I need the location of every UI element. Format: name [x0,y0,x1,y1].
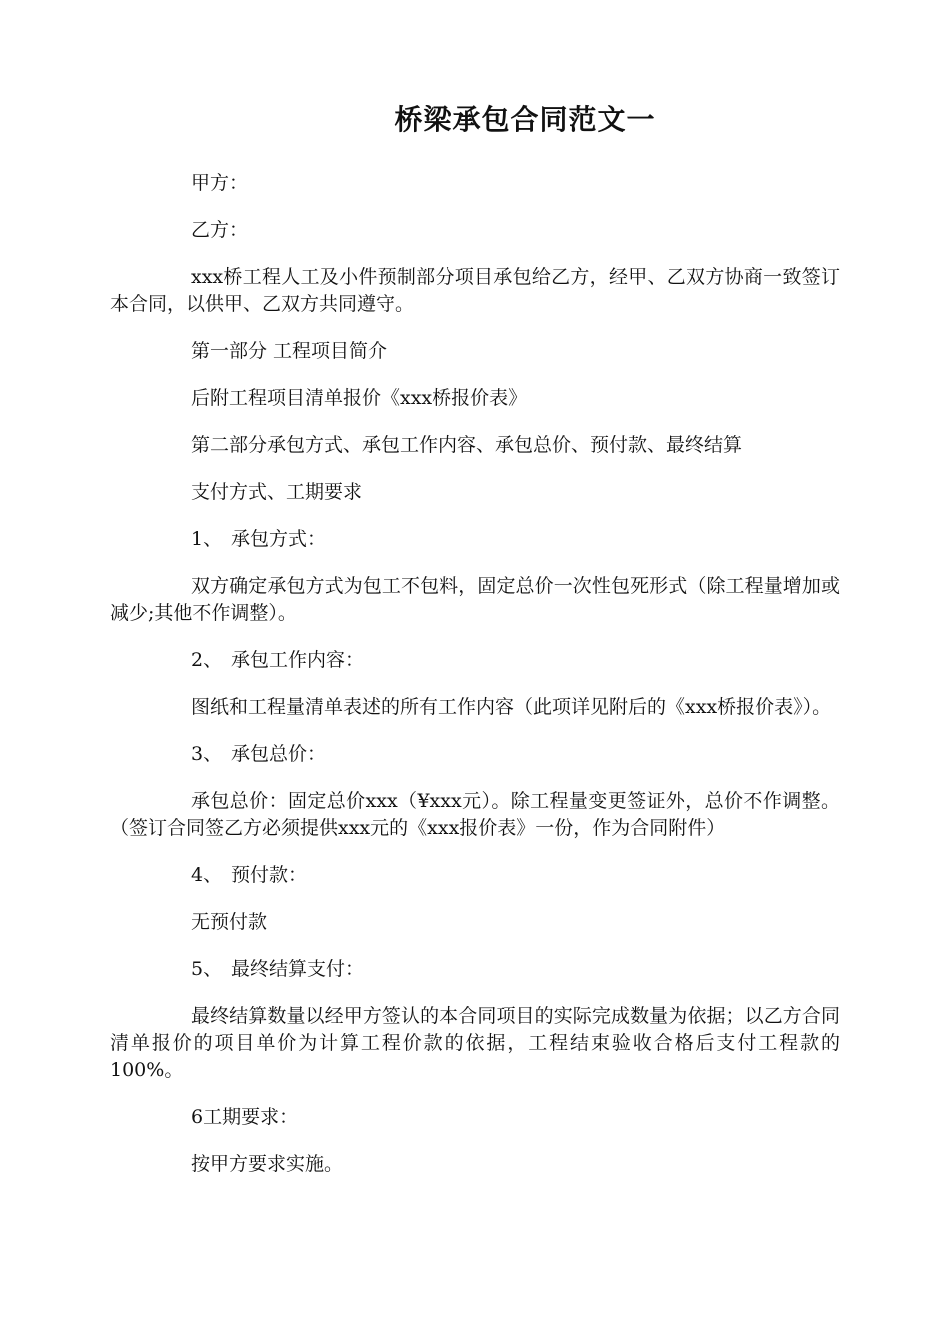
section-5-title: 最终结算支付： [231,958,365,980]
part1-heading: 第一部分 工程项目简介 [191,340,388,362]
section-2-number: 2、 [191,649,223,671]
section-1-text: 双方确定承包方式为包工不包料，固定总价一次性包死形式（除工程量增加或减少;其他不作调整）。 [110,575,840,624]
intro-paragraph: xxx桥工程人工及小件预制部分项目承包给乙方，经甲、乙双方协商一致签订本合同，以供甲、乙双方共同遵守。 [110,266,840,315]
section-2-heading [110,647,840,674]
section-6-heading: 6工期要求： [191,1106,299,1128]
part2-heading: 第二部分承包方式、承包工作内容、承包总价、预付款、最终结算 [191,434,743,456]
part2-heading-continued: 支付方式、工期要求 [191,481,363,503]
section-2-title: 承包工作内容： [231,649,365,671]
section-4-title: 预付款： [231,864,308,886]
section-1-title: 承包方式： [231,528,327,550]
section-6-text: 按甲方要求实施。 [191,1153,344,1175]
section-5-text: 最终结算数量以经甲方签认的本合同项目的实际完成数量为依据；以乙方合同清单报价的项目单价为计算工程价款的依据，工程结束验收合格后支付工程款的 100%。 [110,1005,840,1081]
section-4-text: 无预付款 [191,911,268,933]
document-title: 桥梁承包合同范文一 [394,103,656,136]
section-3-heading [110,741,840,768]
section-3-text: 承包总价：固定总价xxx（¥xxx元）。除工程量变更签证外，总价不作调整。（签订合同签乙方必须提供xxx元的《xxx报价表》一份，作为合同附件） [110,790,840,839]
section-3-number: 3、 [191,743,223,765]
part1-text: 后附工程项目清单报价《xxx桥报价表》 [191,387,528,409]
section-4-number: 4、 [191,864,223,886]
section-5-heading [110,956,840,983]
section-1-heading [110,526,840,553]
party-b-line: 乙方： [191,219,249,241]
document-body [110,170,840,1198]
section-1-number: 1、 [191,528,223,550]
section-4-heading [110,862,840,889]
section-2-text: 图纸和工程量清单表述的所有工作内容（此项详见附后的《xxx桥报价表》）。 [191,696,832,718]
party-a-line: 甲方： [191,172,249,194]
section-5-number: 5、 [191,958,223,980]
section-3-title: 承包总价： [231,743,327,765]
